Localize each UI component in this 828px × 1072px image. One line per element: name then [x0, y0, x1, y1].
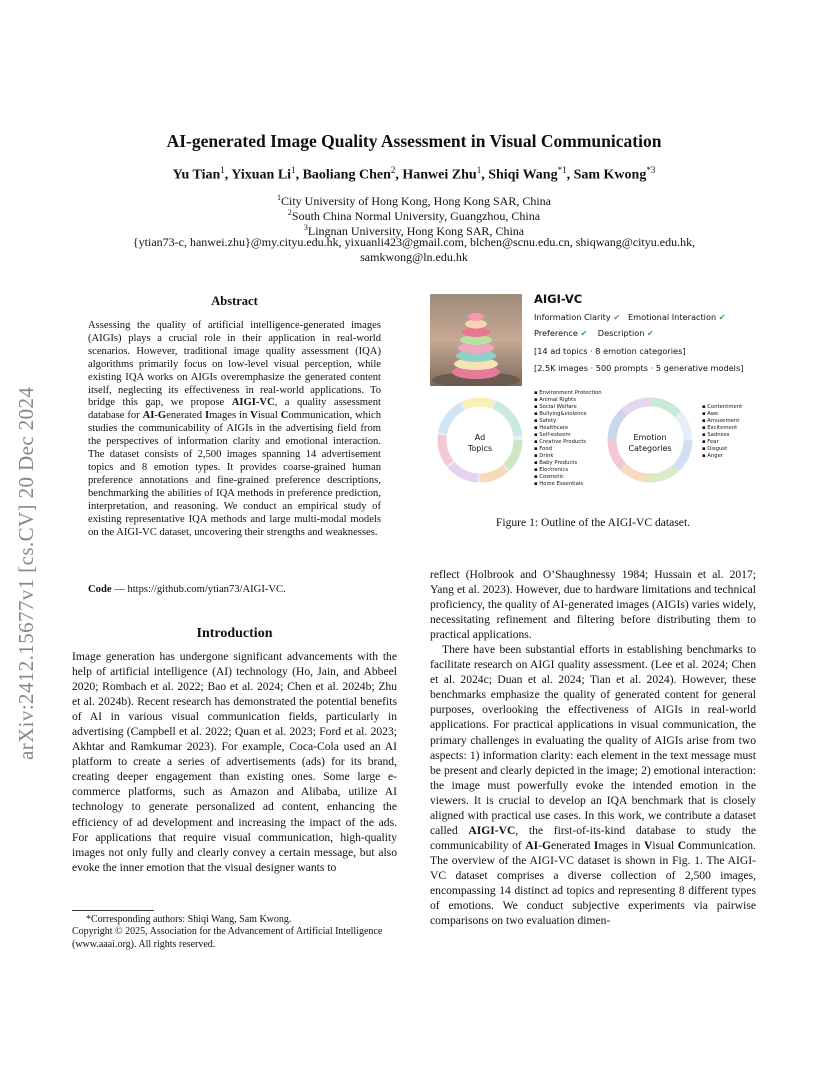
dimension-row: Preference ✔ Description ✔: [534, 328, 654, 338]
stats-line: [2.5K images · 500 prompts · 5 generative models]: [534, 363, 744, 373]
abstract-body: Assessing the quality of artificial intelligence-generated images (AIGIs) plays a crucial role in their application in real-world scenarios. However, traditional image quality assessment (IQA) algorithms primarily focus on low-level visual perception, while existing IQA works on AIGIs overemphasize the generated content itself, neglecting its effectiveness in real-world applications. To bridge this gap, we propose AIGI-VC, a quality assessment database for AI-Generated Images in Visual Communication, which studies the communicability of AIGIs in the advertising field from the perspectives of information clarity and emotional interaction. The dataset consists of 2,500 images spanning 14 advertisement topics and 8 emotion types. It provides coarse-grained human preference annotations and fine-grained preference descriptions, benchmarking the abilities of IQA methods in preference prediction, interpretation, and reasoning. We conduct an empirical study of existing representative IQA methods and large multi-modal models on the AIGI-VC dataset, uncovering their strengths and weaknesses.: [88, 320, 382, 538]
legend-item: ▪ Amusement: [702, 418, 740, 424]
footnote-copyright: Copyright © 2025, Association for the Advancement of Artificial Intelligence (www.aaai.org). All rights reserved.: [72, 926, 383, 950]
author: Hanwei Zhu: [402, 167, 477, 183]
legend-item: ▪ Healthcare: [534, 425, 569, 431]
affiliation: $^3$Lingnan University, Hong Kong SAR, China: [303, 223, 525, 238]
stats-line: [14 ad topics · 8 emotion categories]: [534, 346, 686, 356]
ad-topic-legend: [534, 390, 602, 488]
dimension-row: Information Clarity ✔ Emotional Interaction ✔: [534, 312, 726, 322]
intro-paragraph: Image generation has undergone significant advancements with the help of artificial intelligence (AI) technology (Ho, Jain, and Abbeel 2020; Rombach et al. 2022; Bao et al. 2024; Chen et al. 2024b; Zhu et al. 2024b). Recent research has demonstrated the potential benefits of AI in various visual communication fields, particularly in advertising (Campbell et al. 2022; Quan et al. 2023; Ford et al. 2023; Akhtar and Ramkumar 2023). For example, Coca-Cola used an AI platform to create a series of advertisements (ads) for its brand, creating deeper engagement than existing ones. Some large e-commerce platforms, such as Amazon and Alibaba, utilize AI technology to generate personalized ad content, enhancing the efficiency of ad development and increasing the impact of the ads. For applications that require visual communication, high-quality images not only fully and clearly convey a certain message, but also evoke the inner emotion that the visual designer wants to: [72, 650, 397, 874]
author: Sam Kwong: [573, 167, 647, 183]
footnote-corresponding: *Corresponding authors: Shiqi Wang, Sam Kwong.: [86, 914, 292, 925]
legend-item: ▪ Animal Rights: [534, 397, 577, 403]
affiliation: $^1$City University of Hong Kong, Hong Kong SAR, China: [277, 193, 551, 208]
paper-title: AI-generated Image Quality Assessment in Visual Communication: [166, 131, 662, 151]
author-list: Yu Tian$^1$, Yixuan Li$^1$, Baoliang Chen$^2$, Hanwei Zhu$^1$, Shiqi Wang$^{*1}$, Sam Kwong$^{*3}$: [172, 165, 656, 183]
author: Yu Tian: [172, 167, 221, 183]
legend-item: ▪ Electronics: [534, 467, 569, 473]
legend-item: ▪ Creative Products: [534, 439, 587, 445]
paragraph: reflect (Holbrook and O’Shaughnessy 1984; Hussain et al. 2017; Yang et al. 2023). However, due to hardware limitations and technical proficiency, the quality of AI-generated images (AIGIs) varies widely, necessitating refinement and filtering before distributing them to practical applications.: [430, 568, 756, 642]
legend-item: ▪ Home Essentials: [534, 481, 584, 487]
legend-item: ▪ Social Welfare: [534, 404, 577, 410]
legend-item: ▪ Anger: [702, 453, 724, 459]
figure-title: AIGI-VC: [534, 292, 583, 306]
author: Yixuan Li: [231, 167, 292, 183]
paragraph: There have been substantial efforts in establishing benchmarks to facilitate research on AIGI quality assessment. (Lee et al. 2024; Chen et al. 2024c; Duan et al. 2024; Tian et al. 2024). However, these benchmarks emphasize the quality of generated content for general purposes, overlooking the effectiveness of AIGIs in real-world applications. For practical applications in visual communication, the primary challenges in evaluating the quality of AIGIs arise from two aspects: 1) information clarity: each element in the text message must be present and clearly depicted in the image; 2) emotional interaction: the image must powerfully evoke the intended emotion in the viewers. It is crucial to develop an IQA benchmark that is closely aligned with practical use cases. In this work, we contribute a dataset called AIGI-VC, the first-of-its-kind database to study the communicability of AI-Generated Images in Visual Communication. The overview of the AIGI-VC dataset is shown in Fig. 1. The AIGI-VC dataset comprises a diverse collection of 2,500 images, encompassing 14 distinct ad topics and representing 8 different types of emotions. We conduct subjective experiments via pairwise comparisons on two evaluation dimen-: [430, 643, 756, 928]
right-column-text: [430, 567, 756, 928]
email-line: samkwong@ln.edu.hk: [360, 250, 468, 264]
code-link[interactable]: Code — https://github.com/ytian73/AIGI-VC.: [88, 584, 286, 595]
legend-item: ▪ Fear: [702, 439, 719, 445]
author: Baoliang Chen: [302, 167, 391, 183]
ad-topics-label: Ad Topics: [467, 433, 493, 453]
legend-item: ▪ Contentment: [702, 404, 743, 410]
legend-item: ▪ Food: [534, 446, 552, 452]
affiliation: $^2$South China Normal University, Guangzhou, China: [287, 208, 541, 223]
legend-item: ▪ Bullying&violence: [534, 411, 587, 417]
legend-item: ▪ Environment Protection: [534, 390, 602, 396]
author: Shiqi Wang: [488, 167, 558, 183]
check-icon: ✔: [718, 312, 726, 322]
legend-item: ▪ Self-esteem: [534, 432, 571, 438]
check-icon: ✔: [580, 328, 588, 338]
footnotes: [72, 914, 397, 951]
legend-item: ▪ Excitement: [702, 425, 738, 431]
emotion-label: Emotion Categories: [628, 433, 672, 453]
check-icon: ✔: [613, 312, 621, 322]
legend-item: ▪ Awe: [702, 411, 719, 417]
legend-item: ▪ Safety: [534, 418, 557, 424]
dataset-name: AIGI-VC: [231, 397, 275, 409]
legend-item: ▪ Cosmetic: [534, 474, 564, 480]
figure-caption: Figure 1: Outline of the AIGI-VC dataset.: [495, 516, 691, 529]
macaron-image: [430, 294, 522, 386]
section-heading: Introduction: [196, 626, 273, 641]
legend-item: ▪ Drink: [534, 453, 554, 459]
figure-1: [430, 290, 758, 512]
emotion-legend: [702, 404, 742, 460]
legend-item: ▪ Sadness: [702, 432, 730, 438]
abstract-heading: Abstract: [211, 294, 258, 308]
legend-item: ▪ Disgust: [702, 446, 728, 452]
footnote-rule: [72, 910, 154, 911]
legend-item: ▪ Baby Products: [534, 460, 578, 466]
arxiv-stamp: arXiv:2412.15677v1 [cs.CV] 20 Dec 2024: [14, 386, 38, 760]
check-icon: ✔: [647, 328, 654, 338]
email-line: {ytian73-c, hanwei.zhu}@my.cityu.edu.hk, yixuanli423@gmail.com, blchen@scnu.edu.cn, shiqwang@cityu.edu.hk,: [132, 235, 696, 249]
